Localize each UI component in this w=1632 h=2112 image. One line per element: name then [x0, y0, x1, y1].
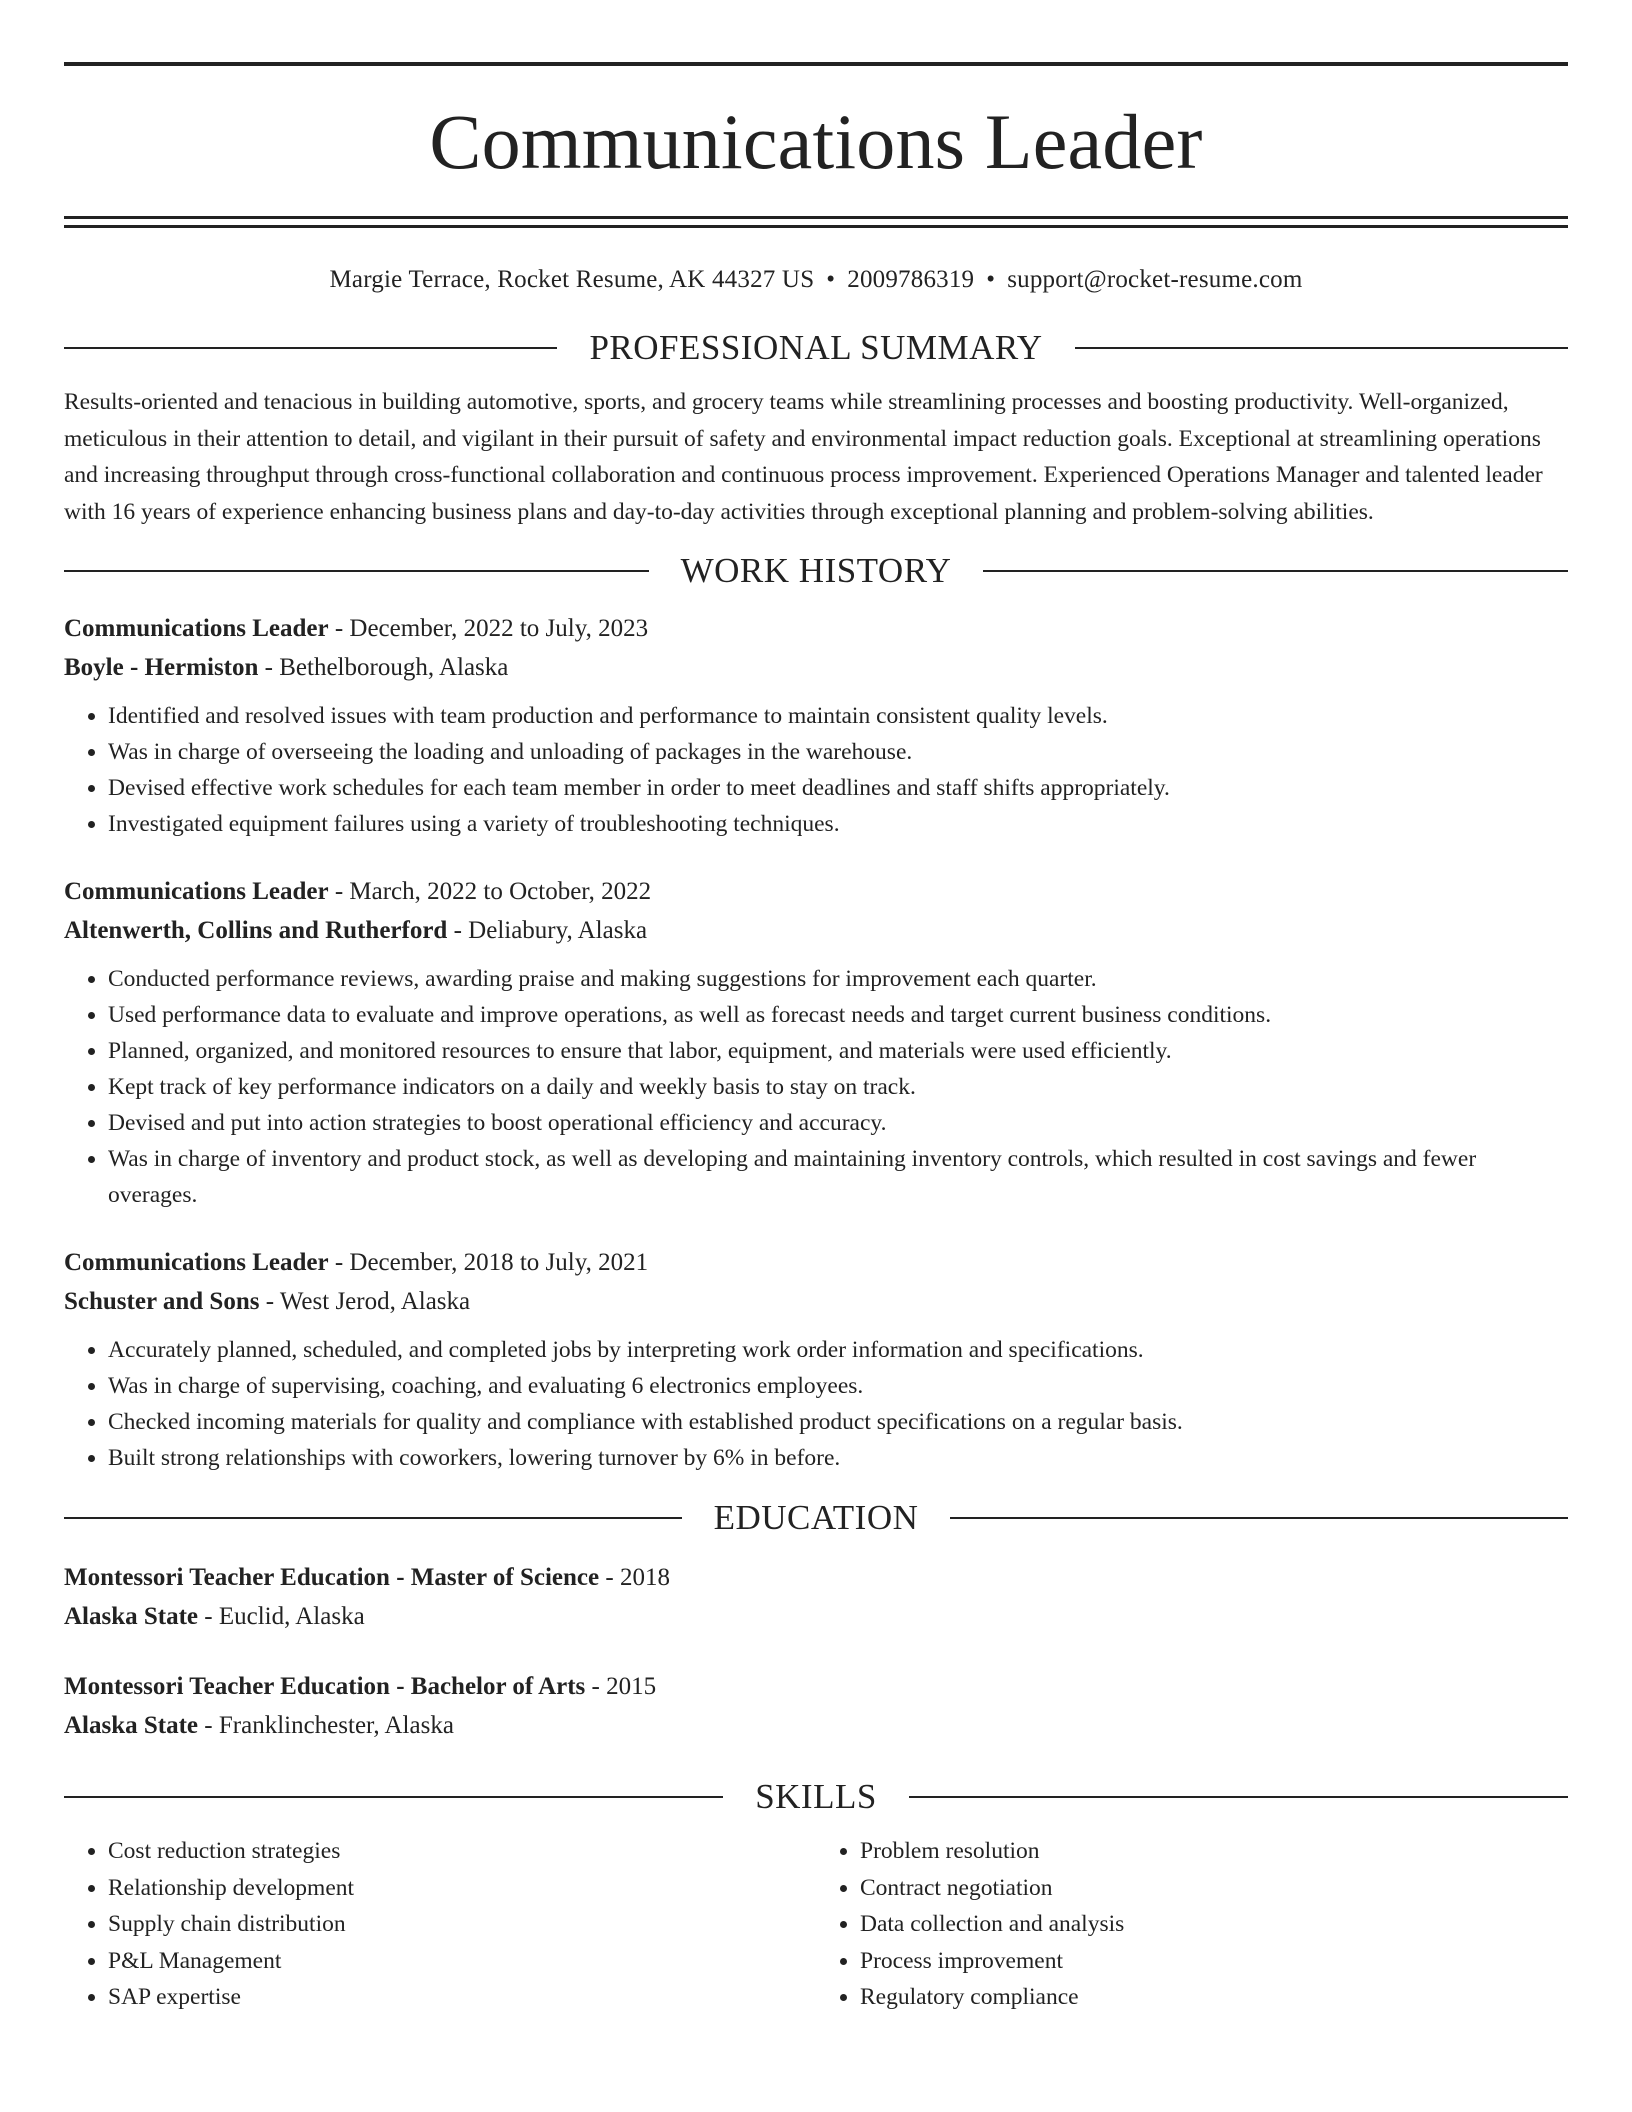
job-dates: - March, 2022 to October, 2022: [328, 878, 652, 905]
divider-line: [64, 1517, 682, 1519]
job-company-row: [64, 911, 1568, 950]
job-company-row: [64, 1282, 1568, 1321]
school-location: - Franklinchester, Alaska: [198, 1712, 454, 1739]
divider-line: [1075, 347, 1568, 349]
list-item: • Identified and resolved issues with team production and performance to maintain consistent quality levels.: [108, 698, 1568, 734]
divider-line: [983, 570, 1568, 572]
education-entry: [64, 1558, 1568, 1636]
degree: Montessori Teacher Education - Master of Science: [64, 1564, 600, 1591]
education-section-header: [64, 1496, 1568, 1540]
list-item: • Contract negotiation: [860, 1870, 1568, 1907]
job-title: Communications Leader: [64, 1249, 329, 1276]
top-rule: [64, 62, 1568, 66]
contact-separator: •: [826, 266, 836, 293]
contact-address: Margie Terrace, Rocket Resume, AK 44327 US: [329, 266, 815, 293]
skills-list: [64, 1833, 1568, 2016]
job-entry: [64, 872, 1568, 1213]
summary-section-header: [64, 326, 1568, 370]
job-location: - West Jerod, Alaska: [259, 1288, 471, 1315]
section-title: WORK HISTORY: [680, 551, 952, 590]
graduation-year: - 2018: [599, 1564, 670, 1591]
school-row: [64, 1706, 1568, 1745]
list-item: • Checked incoming materials for quality and compliance with established product specifications on a regular basis.: [108, 1404, 1568, 1440]
skills-section-header: [64, 1775, 1568, 1819]
degree-row: [64, 1558, 1568, 1597]
list-item: • Kept track of key performance indicators on a daily and weekly basis to stay on track.: [108, 1069, 1568, 1105]
divider-line: [909, 1796, 1568, 1798]
list-item: • Planned, organized, and monitored resources to ensure that labor, equipment, and materials were used efficiently.: [108, 1033, 1568, 1069]
school: Alaska State: [64, 1603, 199, 1630]
contact-phone: 2009786319: [847, 266, 975, 293]
skills-column-right: [816, 1833, 1568, 2016]
list-item: • Data collection and analysis: [860, 1906, 1568, 1943]
education-entry: [64, 1667, 1568, 1745]
contact-email: support@rocket-resume.com: [1007, 266, 1303, 293]
header-double-rule: [64, 216, 1568, 228]
divider-line: [64, 347, 557, 349]
contact-line: [64, 264, 1568, 296]
list-item: • Problem resolution: [860, 1833, 1568, 1870]
list-item: • Regulatory compliance: [860, 1979, 1568, 2016]
degree: Montessori Teacher Education - Bachelor of Arts: [64, 1673, 586, 1700]
job-title-row: [64, 872, 1568, 911]
job-title-row: [64, 1243, 1568, 1282]
list-item: • Was in charge of overseeing the loading and unloading of packages in the warehouse.: [108, 734, 1568, 770]
list-item: • Supply chain distribution: [108, 1906, 816, 1943]
job-bullets: [64, 1332, 1568, 1476]
list-item: • Accurately planned, scheduled, and completed jobs by interpreting work order information and specifications.: [108, 1332, 1568, 1368]
section-title: PROFESSIONAL SUMMARY: [589, 328, 1043, 367]
job-entry: [64, 1243, 1568, 1476]
job-location: - Deliabury, Alaska: [447, 917, 648, 944]
list-item: • Was in charge of supervising, coaching, and evaluating 6 electronics employees.: [108, 1368, 1568, 1404]
list-item: • Was in charge of inventory and product stock, as well as developing and maintaining inventory controls, which resulted in cost savings and fewer overages.: [108, 1141, 1568, 1213]
section-title: SKILLS: [755, 1777, 877, 1816]
job-title: Communications Leader: [64, 615, 329, 642]
job-entry: [64, 609, 1568, 842]
list-item: • Investigated equipment failures using a variety of troubleshooting techniques.: [108, 806, 1568, 842]
divider-line: [950, 1517, 1568, 1519]
divider-line: [64, 1796, 723, 1798]
section-title: EDUCATION: [713, 1498, 919, 1537]
list-item: • P&L Management: [108, 1943, 816, 1980]
job-location: - Bethelborough, Alaska: [258, 654, 509, 681]
job-company: Schuster and Sons: [64, 1288, 260, 1315]
job-dates: - December, 2018 to July, 2021: [328, 1249, 649, 1276]
list-item: • Devised and put into action strategies to boost operational efficiency and accuracy.: [108, 1105, 1568, 1141]
job-title-row: [64, 609, 1568, 648]
divider-line: [64, 570, 649, 572]
list-item: • Built strong relationships with coworkers, lowering turnover by 6% in before.: [108, 1440, 1568, 1476]
graduation-year: - 2015: [585, 1673, 657, 1700]
list-item: • Conducted performance reviews, awarding praise and making suggestions for improvement each quarter.: [108, 961, 1568, 997]
school: Alaska State: [64, 1712, 199, 1739]
list-item: • Cost reduction strategies: [108, 1833, 816, 1870]
job-bullets: [64, 961, 1568, 1213]
school-row: [64, 1597, 1568, 1636]
summary-paragraph: Results-oriented and tenacious in building automotive, sports, and grocery teams while streamlining processes and boosting productivity. Well-organized, meticulous in their attention to detail, and vigilant in their pursuit of safety and environmental impact reduction goals. Exceptional at streamlining operations and increasing throughput through cross-functional collaboration and continuous process improvement. Experienced Operations Manager and talented leader with 16 years of experience enhancing business plans and day-to-day activities through exceptional planning and problem-solving abilities.: [64, 389, 1543, 525]
list-item: • Devised effective work schedules for each team member in order to meet deadlines and staff shifts appropriately.: [108, 770, 1568, 806]
list-item: • Process improvement: [860, 1943, 1568, 1980]
work-section-header: [64, 549, 1568, 593]
degree-row: [64, 1667, 1568, 1706]
job-company: Altenwerth, Collins and Rutherford: [64, 917, 448, 944]
list-item: • SAP expertise: [108, 1979, 816, 2016]
job-company: Boyle - Hermiston: [64, 654, 259, 681]
job-bullets: [64, 698, 1568, 842]
school-location: - Euclid, Alaska: [198, 1603, 365, 1630]
job-company-row: [64, 648, 1568, 687]
contact-separator: •: [986, 266, 996, 293]
job-title: Communications Leader: [64, 878, 329, 905]
list-item: • Used performance data to evaluate and improve operations, as well as forecast needs and target current business conditions.: [108, 997, 1568, 1033]
list-item: • Relationship development: [108, 1870, 816, 1907]
skills-column-left: [64, 1833, 816, 2016]
job-dates: - December, 2022 to July, 2023: [328, 615, 649, 642]
candidate-name: Communications Leader: [429, 98, 1203, 185]
